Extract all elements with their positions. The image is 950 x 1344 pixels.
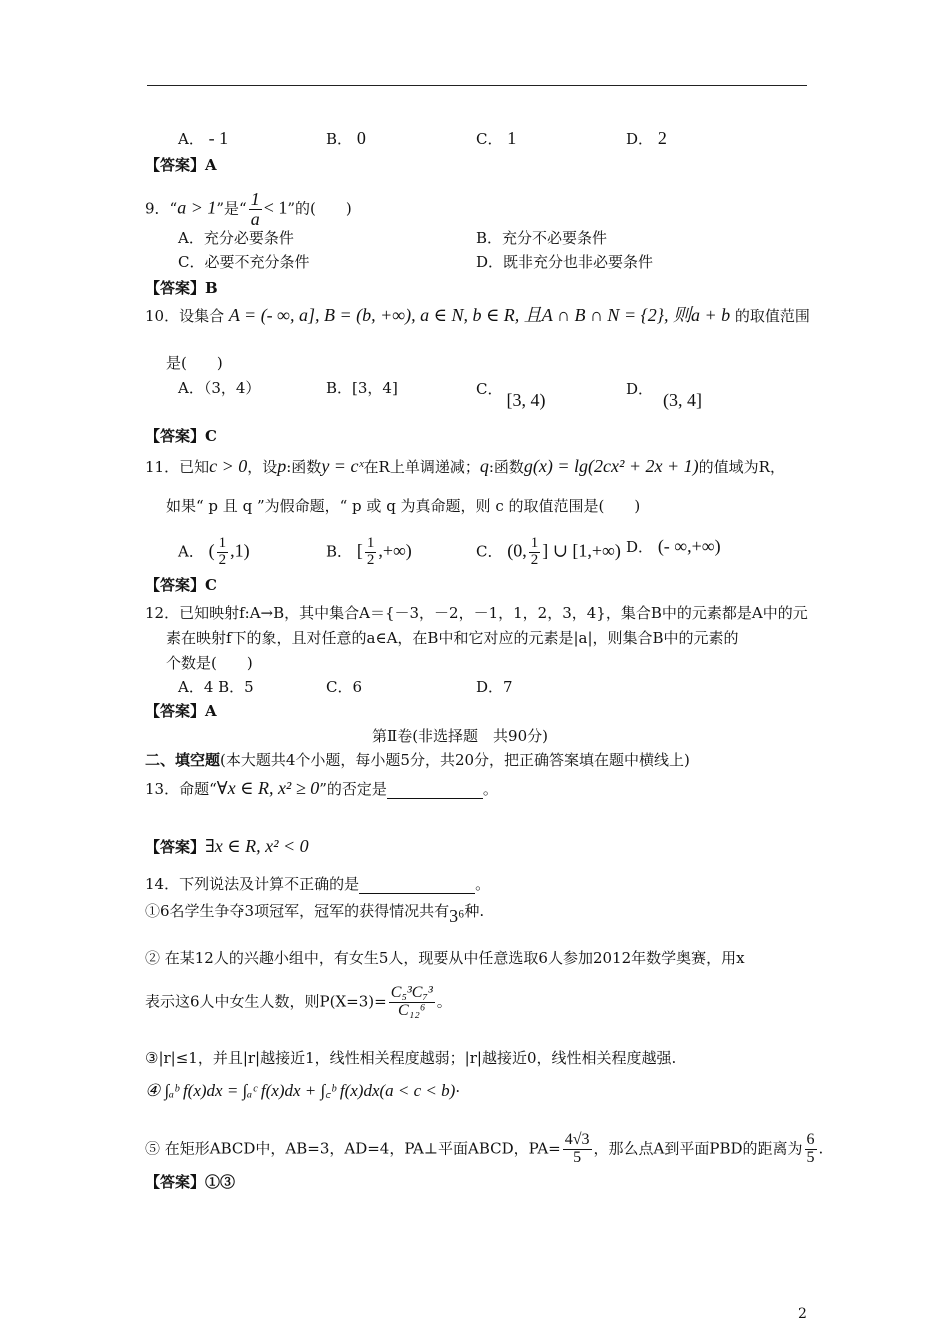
q11-option-b: B． [ $\frac{1}{2}$ ,+∞) [326, 535, 412, 568]
q12-line1: 12．已知映射f:A→B，其中集合A＝{－3，－2，－1，1，2，3，4}，集合B中的元素都是A中的元 [145, 604, 808, 622]
q13-answer: 【答案】∃x ∈ R, x² < 0 [145, 836, 309, 856]
q12-option-d: D．7 [476, 678, 513, 696]
q9-fraction: $\frac{1}{a}$ [250, 189, 260, 229]
q11-line2: 如果“ p 且 q ”为假命题，“ p 或 q 为真命题，则 c 的取值范围是( ) [166, 497, 641, 515]
q12-option-c: C．6 [326, 678, 363, 696]
q12-line2: 素在映射f下的象，且对任意的a∈A，在B中和它对应的元素是|a|，则集合B中的元素的 [166, 629, 739, 647]
section2-heading: 二、填空题(本大题共4个小题，每小题5分，共20分，把正确答案填在题中横线上) [145, 751, 690, 769]
q10-option-d: D．(3, 4] [626, 380, 703, 410]
q14-statement-3: ③|r|≤1，并且|r|越接近1，线性相关程度越弱；|r|越接近0，线性相关程度越强. [145, 1049, 677, 1067]
q11-option-d: D． (- ∞,+∞) [626, 536, 721, 556]
q10-line2: 是( ) [166, 354, 223, 372]
q14-answer: 【答案】①③ [145, 1173, 236, 1191]
q9-stem: 9．“a > 1”是“ $\frac{1}{a}$ < 1”的( ) [145, 189, 352, 229]
q11-option-c: C． (0, $\frac{1}{2}$ ] ∪ [1,+∞) [476, 535, 621, 568]
part2-heading: 第Ⅱ卷(非选择题 共90分) [372, 727, 548, 745]
q13-stem: 13．命题“∀x ∈ R, x² ≥ 0”的否定是 。 [145, 778, 498, 798]
q9-option-a: A．充分必要条件 [178, 229, 294, 247]
q9-option-c: C．必要不充分条件 [178, 253, 310, 271]
q9-answer: 【答案】B [145, 279, 218, 297]
q10-option-c: C．[3, 4) [476, 380, 546, 410]
q10-option-a: A．（3，4） [178, 379, 261, 397]
page-number: 2 [798, 1306, 807, 1322]
q8-option-d: D． 2 [626, 128, 667, 148]
header-rule [147, 85, 807, 86]
q11-option-a: A． ( $\frac{1}{2}$ ,1) [178, 535, 250, 568]
q10-stem: 10．设集合 A = (- ∞, a], B = (b, +∞), a ∈ N, b ∈ R, 且A ∩ B ∩ N = {2}, 则a + b 的取值范围 [145, 305, 810, 325]
q14-statement-5: ⑤ 在矩形ABCD中，AB=3，AD=4，PA⊥平面ABCD，PA= $\frac{4√3}{5}$ ，那么点A到平面PBD的距离为 $\frac{6}{5}$ . [145, 1131, 824, 1166]
q10-option-b: B．[3，4] [326, 379, 398, 397]
q8-option-b: B． 0 [326, 128, 366, 148]
q14-stem: 14．下列说法及计算不正确的是 。 [145, 875, 491, 893]
q13-blank [387, 782, 483, 799]
q12-line3: 个数是( ) [166, 654, 253, 672]
q9-option-d: D．既非充分也非必要条件 [476, 253, 654, 271]
q14-statement-2a: ② 在某12人的兴趣小组中，有女生5人，现要从中任意选取6人参加2012年数学奥赛，用x [145, 949, 745, 967]
q12-option-ab: A．4 B．5 [178, 678, 254, 696]
q14-blank [359, 877, 475, 894]
q14-statement-2b: 表示这6人中女生人数，则P(X=3)= $\frac{\text{C₅³C₇³}}{\text{C₁₂⁶}}$ 。 [145, 984, 452, 1019]
q14-statement-4: ④ ∫ₐᵇ f(x)dx = ∫ₐᶜ f(x)dx + ∫꜀ᵇ f(x)dx(a < c < b)· [145, 1081, 461, 1100]
q11-stem: 11．已知c > 0，设p:函数y = cˣ在R上单调递减；q:函数g(x) = lg(2cx² + 2x + 1)的值域为R， [145, 456, 785, 476]
q14-probability-fraction: $\frac{\text{C₅³C₇³}}{\text{C₁₂⁶}}$ [390, 984, 433, 1019]
q11-answer: 【答案】C [145, 576, 217, 594]
q12-answer: 【答案】A [145, 702, 217, 720]
q10-answer: 【答案】C [145, 427, 217, 445]
q14-statement-1: ①6名学生争夺3项冠军，冠军的获得情况共有3⁶种. [145, 902, 485, 926]
q8-option-a: A． - 1 [178, 128, 229, 148]
q9-option-b: B．充分不必要条件 [476, 229, 608, 247]
q8-option-c: C． 1 [476, 128, 517, 148]
q8-answer: 【答案】A [145, 156, 217, 174]
